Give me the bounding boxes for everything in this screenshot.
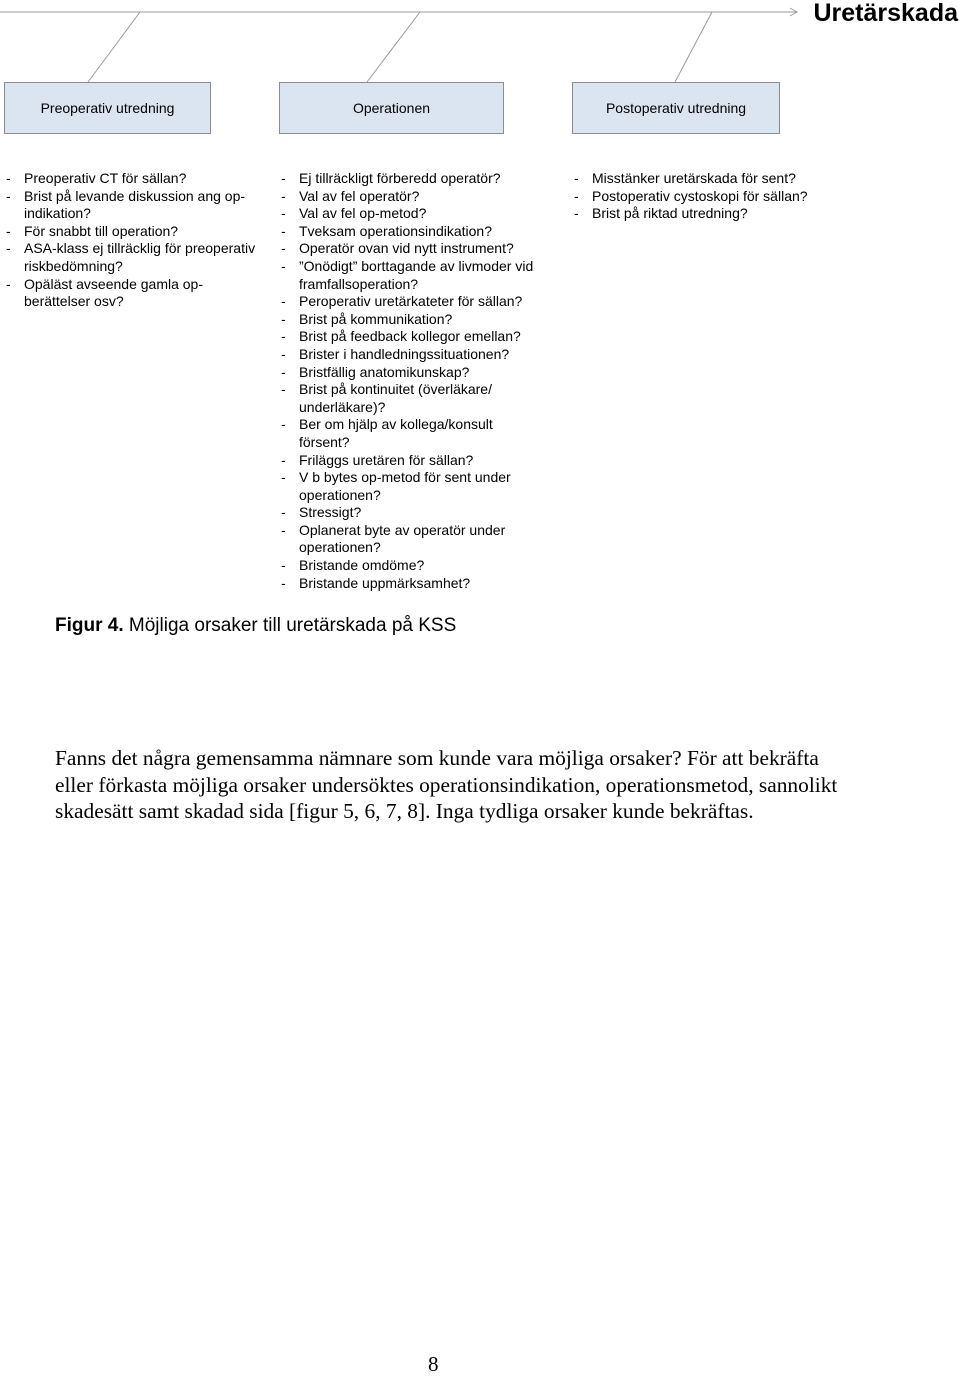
body-paragraph: Fanns det några gemensamma nämnare som kunde vara möjliga orsaker? För att bekräfta eller förkasta möjliga orsaker undersöktes operationsindikation, operationsmetod, sannolikt skadesätt samt skadad sida [figur 5, 6, 7, 8]. Inga tydliga orsaker kunde bekräftas. xyxy=(55,746,838,823)
cause-item: - Postoperativ cystoskopi för sällan? xyxy=(574,188,954,206)
cause-item: - Preoperativ CT för sällan? xyxy=(6,170,256,188)
diagram-title: Uretärskada xyxy=(813,0,958,27)
cause-item: - Oplanerat byte av operatör under operationen? xyxy=(281,522,546,557)
category-label: Postoperativ utredning xyxy=(605,100,747,116)
bone-postoperativ xyxy=(675,12,712,82)
category-box-operationen xyxy=(279,82,504,134)
cause-item: - Bristfällig anatomikunskap? xyxy=(281,364,546,382)
cause-item: - Peroperativ uretärkateter för sällan? xyxy=(281,293,546,311)
cause-item: - Stressigt? xyxy=(281,504,546,522)
cause-item: - Brist på kontinuitet (överläkare/ underläkare)? xyxy=(281,381,546,416)
cause-item: - Bristande omdöme? xyxy=(281,557,546,575)
bone-preoperativ xyxy=(88,12,140,82)
cause-item: - ”Onödigt” borttagande av livmoder vid framfallsoperation? xyxy=(281,258,546,293)
cause-item: - För snabbt till operation? xyxy=(6,223,256,241)
cause-item: - Ber om hjälp av kollega/konsult försent? xyxy=(281,416,546,451)
cause-item: - Brist på kommunikation? xyxy=(281,311,546,329)
cause-list-postoperativ xyxy=(574,170,954,223)
cause-item: - V b bytes op-metod för sent under operationen? xyxy=(281,469,546,504)
figure-caption-text: Möjliga orsaker till uretärskada på KSS xyxy=(123,615,457,636)
cause-item: - Val av fel operatör? xyxy=(281,188,546,206)
category-label: Preoperativ utredning xyxy=(40,100,175,116)
bone-operationen xyxy=(367,12,420,82)
figure-caption xyxy=(55,613,456,639)
cause-item: - Ej tillräckligt förberedd operatör? xyxy=(281,170,546,188)
figure-caption-label: Figur 4. xyxy=(55,615,124,636)
page-number: 8 xyxy=(428,1352,439,1376)
cause-item: - Misstänker uretärskada för sent? xyxy=(574,170,954,188)
cause-list-operationen xyxy=(281,170,546,592)
category-label: Operationen xyxy=(352,100,431,116)
cause-item: - Brist på feedback kollegor emellan? xyxy=(281,328,546,346)
cause-item: - Brister i handledningssituationen? xyxy=(281,346,546,364)
cause-item: - Tveksam operationsindikation? xyxy=(281,223,546,241)
cause-item: - Friläggs uretären för sällan? xyxy=(281,452,546,470)
cause-item: - ASA-klass ej tillräcklig för preoperativ riskbedömning? xyxy=(6,240,256,275)
cause-item: - Brist på levande diskussion ang op-indikation? xyxy=(6,188,256,223)
cause-item: - Val av fel op-metod? xyxy=(281,205,546,223)
cause-list-preoperativ xyxy=(6,170,256,311)
cause-item: - Opäläst avseende gamla op-berättelser osv? xyxy=(6,276,256,311)
category-box-postoperativ xyxy=(572,82,780,134)
category-box-preoperativ xyxy=(4,82,211,134)
cause-item: - Brist på riktad utredning? xyxy=(574,205,954,223)
cause-item: - Operatör ovan vid nytt instrument? xyxy=(281,240,546,258)
cause-item: - Bristande uppmärksamhet? xyxy=(281,575,546,593)
